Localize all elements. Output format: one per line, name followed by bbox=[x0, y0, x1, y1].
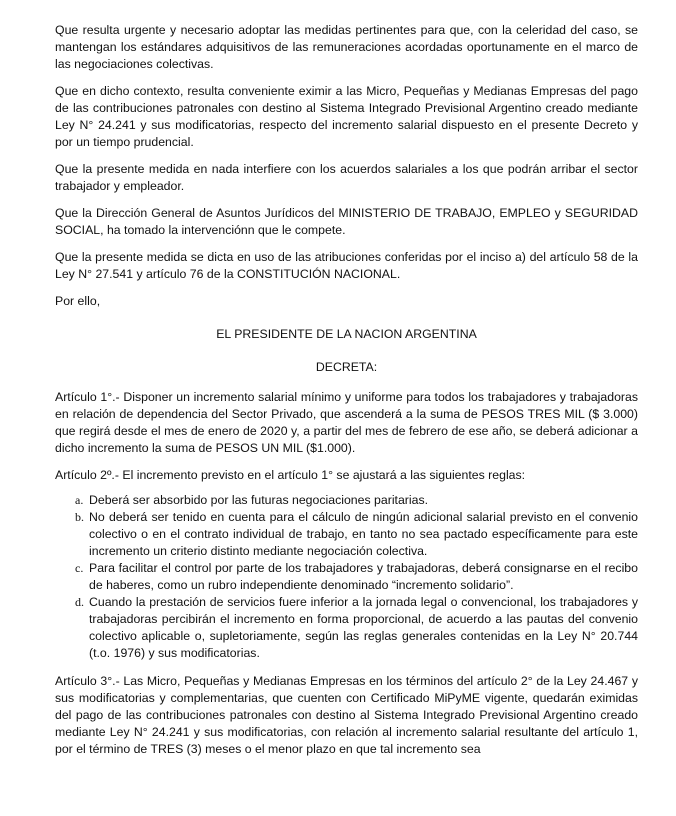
article-3: Artículo 3°.- Las Micro, Pequeñas y Medianas Empresas en los términos del artículo 2° de la Ley 24.467 y sus modificatorias y complementarias, que cuenten con Certificado MiPyME vigente, quedarán eximidas del pago de las contribuciones patronales con destino al Sistema Integrado Previsional Argentino creado mediante Ley N° 24.241 y sus modificatorias, con relación al incremento salarial resultante del artículo 1, por el término de TRES (3) meses o el menor plazo en que tal incremento sea bbox=[55, 674, 638, 756]
list-marker: a. bbox=[75, 493, 84, 507]
article-2: Artículo 2º.- El incremento previsto en el artículo 1° se ajustará a las siguientes reglas: bbox=[55, 468, 526, 482]
list-item-text: Deberá ser absorbido por las futuras negociaciones paritarias. bbox=[89, 493, 429, 507]
list-item-text: No deberá ser tenido en cuenta para el cálculo de ningún adicional salarial previsto en el convenio colectivo o en el contrato individual de trabajo, en tanto no sea pactado específicamente para este incremento un criterio distinto mediante negociación colectiva. bbox=[89, 510, 638, 558]
paragraph-considerando-2: Que en dicho contexto, resulta conveniente eximir a las Micro, Pequeñas y Medianas Empresas del pago de las contribuciones patronales con destino al Sistema Integrado Previsional Argentino creado mediante Ley N° 24.241 y sus modificatorias, respecto del incremento salarial dispuesto en el presente Decreto y por un tiempo prudencial. bbox=[55, 84, 638, 149]
list-marker: d. bbox=[75, 595, 84, 609]
paragraph-considerando-3: Que la presente medida en nada interfiere con los acuerdos salariales a los que podrán arribar el sector trabajador y empleador. bbox=[55, 162, 638, 193]
paragraph-por-ello: Por ello, bbox=[55, 294, 101, 308]
paragraph-considerando-5: Que la presente medida se dicta en uso de las atribuciones conferidas por el inciso a) del artículo 58 de la Ley N° 27.541 y artículo 76 de la CONSTITUCIÓN NACIONAL. bbox=[55, 250, 638, 281]
list-marker: b. bbox=[75, 510, 84, 524]
heading-president: EL PRESIDENTE DE LA NACION ARGENTINA bbox=[216, 327, 477, 341]
list-item-text: Para facilitar el control por parte de los trabajadores y trabajadoras, deberá consignarse en el recibo de haberes, como un rubro independiente denominado “incremento solidario”. bbox=[89, 561, 638, 592]
list-item bbox=[55, 492, 638, 509]
document-page bbox=[55, 22, 638, 768]
list-item-text: Cuando la prestación de servicios fuere inferior a la jornada legal o convencional, los trabajadores y trabajadoras percibirán el incremento en forma proporcional, de acuerdo a las pautas del convenio colectivo aplicable o, supletoriamente, según las reglas generales contenidas en la Ley N° 20.744 (t.o. 1976) y sus modificatorias. bbox=[89, 595, 638, 660]
list-item bbox=[55, 594, 638, 662]
paragraph-considerando-4: Que la Dirección General de Asuntos Jurídicos del MINISTERIO DE TRABAJO, EMPLEO y SEGURIDAD SOCIAL, ha tomado la intervenciónn que le compete. bbox=[55, 206, 638, 237]
list-item bbox=[55, 509, 638, 560]
list-marker: c. bbox=[75, 561, 84, 575]
article-2-rules-list bbox=[55, 492, 638, 662]
heading-decreta: DECRETA: bbox=[315, 360, 378, 374]
paragraph-considerando-1: Que resulta urgente y necesario adoptar las medidas pertinentes para que, con la celeridad del caso, se mantengan los estándares adquisitivos de las remuneraciones acordadas oportunamente en el marco de las negociaciones colectivas. bbox=[55, 23, 638, 71]
list-item bbox=[55, 560, 638, 594]
article-1: Artículo 1°.- Disponer un incremento salarial mínimo y uniforme para todos los trabajadores y trabajadoras en relación de dependencia del Sector Privado, que ascenderá a la suma de PESOS TRES MIL ($ 3.000) que regirá desde el mes de enero de 2020 y, a partir del mes de febrero de ese año, se deberá adicionar a dicho incremento la suma de PESOS UN MIL ($1.000). bbox=[55, 390, 638, 455]
